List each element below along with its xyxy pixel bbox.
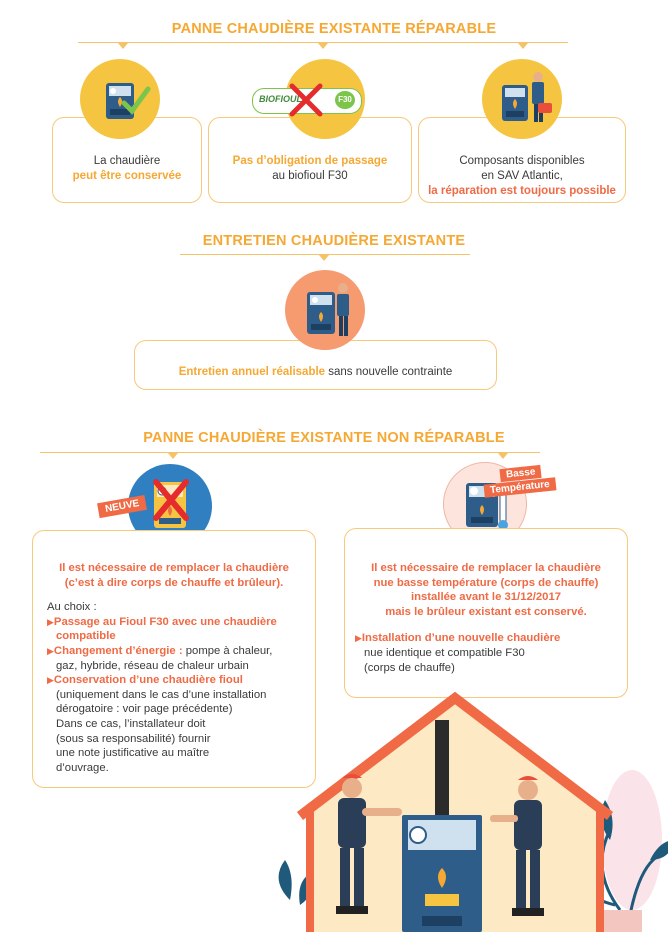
basse-badge: Basse xyxy=(499,465,542,482)
option-title: Passage au Fioul F30 avec une chaudière xyxy=(53,615,277,628)
option-text: (corps de chauffe) xyxy=(364,661,455,674)
card-highlight: peut être conservée xyxy=(72,170,182,182)
house-illustration xyxy=(270,690,668,932)
card-highlight: Entretien annuel réalisable xyxy=(178,366,326,378)
card-text xyxy=(53,154,201,184)
option-text: (sous sa responsabilité) fournir xyxy=(56,732,211,745)
neuve-badge: NEUVE xyxy=(97,495,147,518)
right-info-box xyxy=(344,528,628,698)
arrow-icon: ▶ xyxy=(355,633,362,644)
right-intro xyxy=(345,529,627,619)
card-line: en SAV Atlantic, xyxy=(481,170,563,182)
maintenance-technician-icon xyxy=(285,270,365,350)
card-line: sans nouvelle contrainte xyxy=(325,366,453,378)
card-line: Composants disponibles xyxy=(459,155,585,167)
section1-title: PANNE CHAUDIÈRE EXISTANTE RÉPARABLE xyxy=(171,21,497,37)
option-title: Changement d’énergie : xyxy=(53,644,183,657)
boiler-check-icon xyxy=(80,59,160,139)
rule-pointer xyxy=(319,255,329,261)
right-intro-line: Il est nécessaire de remplacer la chaudière xyxy=(371,562,601,574)
rule-pointer xyxy=(318,43,328,49)
option-text: Dans ce cas, l’installateur doit xyxy=(56,717,206,730)
rule-pointer xyxy=(118,43,128,49)
f30-badge: F30 xyxy=(335,91,355,109)
option-title: compatible xyxy=(56,630,116,643)
card-text xyxy=(209,154,411,184)
option-text: nue identique et compatible F30 xyxy=(364,646,525,659)
technician-circle xyxy=(482,59,562,139)
rule-pointer xyxy=(498,453,508,459)
arrow-icon: ▶ xyxy=(47,645,54,656)
option-title: Conservation d’une chaudière fioul xyxy=(53,674,243,687)
card-line: au biofioul F30 xyxy=(272,170,348,182)
rule-pointer xyxy=(518,43,528,49)
option-text: pompe à chaleur, xyxy=(182,644,273,657)
option-text: gaz, hybride, réseau de chaleur urbain xyxy=(56,659,249,672)
option-text: (uniquement dans le cas d’une installation xyxy=(56,688,267,701)
maintenance-circle xyxy=(285,270,365,350)
left-intro-line: Il est nécessaire de remplacer la chaudière xyxy=(59,562,289,574)
card-text xyxy=(419,154,625,199)
option-text: d’ouvrage. xyxy=(56,761,109,774)
section2-title: ENTRETIEN CHAUDIÈRE EXISTANTE xyxy=(202,233,466,249)
boiler-circle xyxy=(80,59,160,139)
temperature-badge: Température xyxy=(484,477,557,497)
right-intro-line: nue basse température (corps de chauffe) xyxy=(373,576,599,589)
option-text: dérogatoire : voir page précédente) xyxy=(56,703,233,716)
biofioul-logo-text: BIOFIOUL xyxy=(259,94,302,104)
left-intro-line: (c’est à dire corps de chauffe et brûleur). xyxy=(64,576,284,589)
section3-title: PANNE CHAUDIÈRE EXISTANTE NON RÉPARABLE xyxy=(143,430,505,446)
arrow-icon: ▶ xyxy=(47,616,54,627)
option-title: Installation d’une nouvelle chaudière xyxy=(361,632,561,645)
rule-pointer xyxy=(168,453,178,459)
technician-boiler-icon xyxy=(482,59,562,139)
right-intro-line: installée avant le 31/12/2017 xyxy=(410,591,562,604)
cross-icon xyxy=(286,82,326,118)
card-text xyxy=(135,365,496,380)
card-highlight: la réparation est toujours possible xyxy=(428,185,616,197)
card-line: La chaudière xyxy=(93,155,161,167)
arrow-icon: ▶ xyxy=(47,675,54,686)
card-highlight: Pas d’obligation de passage xyxy=(232,155,388,167)
left-intro xyxy=(33,531,315,590)
choice-label: Au choix : xyxy=(47,601,97,614)
right-options xyxy=(345,619,627,675)
section3-rule xyxy=(40,452,540,453)
option-text: une note justificative au maître xyxy=(56,747,210,760)
right-intro-line: mais le brûleur existant est conservé. xyxy=(385,605,587,618)
